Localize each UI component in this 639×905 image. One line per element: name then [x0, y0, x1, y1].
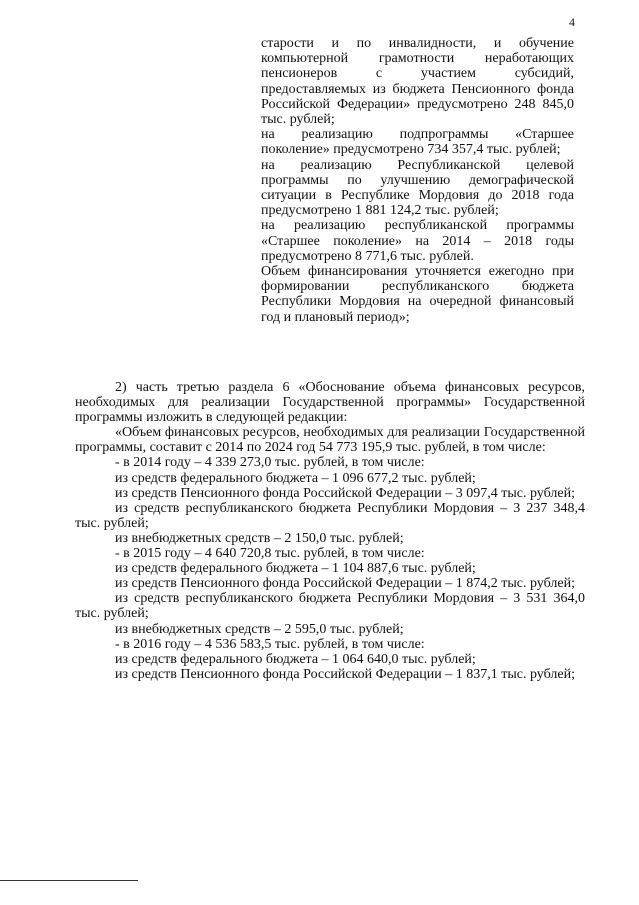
- main-paragraph: «Объем финансовых ресурсов, необходимых для реализации Государственной программы, составит с 2014 по 2024 год 54 773 195,9 тыс. рублей, в том числе:: [75, 425, 585, 456]
- main-paragraph: - в 2016 году – 4 536 583,5 тыс. рублей, в том числе:: [115, 636, 425, 652]
- main-paragraph: из средств Пенсионного фонда Российской Федерации – 1 874,2 тыс. рублей;: [115, 576, 575, 592]
- main-paragraph: из средств федерального бюджета – 1 096 677,2 тыс. рублей;: [115, 470, 476, 486]
- main-paragraph: - в 2014 году – 4 339 273,0 тыс. рублей, в том числе:: [115, 455, 425, 471]
- right-paragraph: на реализацию Республиканской целевой программы по улучшению демографической ситуации в Республике Мордовия до 2018 года предусмотрено 1 881 124,2 тыс. рублей;: [261, 157, 574, 219]
- main-paragraph: - в 2015 году – 4 640 720,8 тыс. рублей, в том числе:: [115, 546, 425, 562]
- right-paragraph: Объем финансирования уточняется ежегодно при формировании республиканского бюджета Республики Мордовия на очередной финансовый год и плановый период»;: [261, 264, 574, 325]
- main-paragraph: из средств Пенсионного фонда Российской Федерации – 3 097,4 тыс. рублей;: [115, 485, 575, 501]
- main-paragraph: из внебюджетных средств – 2 595,0 тыс. рублей;: [115, 621, 404, 637]
- main-paragraph: 2) часть третью раздела 6 «Обоснование объема финансовых ресурсов, необходимых для реализации Государственной программы» Государственной программы изложить в следующей редакции:: [75, 380, 585, 426]
- main-paragraph: из средств республиканского бюджета Республики Мордовия – 3 237 348,4 тыс. рублей;: [75, 500, 585, 531]
- right-paragraph: старости и по инвалидности, и обучение компьютерной грамотности неработающих пенсионеров с участием субсидий, предоставляемых из бюджета Пенсионного фонда Российской Федерации» предусмотрено 248 845,0 тыс. рублей;: [261, 36, 574, 128]
- right-column-text: [261, 36, 574, 325]
- main-paragraph: из средств республиканского бюджета Республики Мордовия – 3 531 364,0 тыс. рублей;: [75, 591, 585, 622]
- right-paragraph: на реализацию подпрограммы «Старшее поколение» предусмотрено 734 357,4 тыс. рублей;: [261, 127, 574, 158]
- main-text: [75, 380, 585, 682]
- main-paragraph: из внебюджетных средств – 2 150,0 тыс. рублей;: [115, 530, 404, 546]
- page-number: 4: [569, 15, 575, 29]
- main-paragraph: из средств федерального бюджета – 1 064 640,0 тыс. рублей;: [115, 651, 476, 667]
- footer-rule: [0, 880, 138, 881]
- main-paragraph: из средств Пенсионного фонда Российской Федерации – 1 837,1 тыс. рублей;: [115, 666, 575, 682]
- right-paragraph: на реализацию республиканской программы «Старшее поколение» на 2014 – 2018 годы предусмотрено 8 771,6 тыс. рублей.: [261, 218, 574, 264]
- main-paragraph: из средств федерального бюджета – 1 104 887,6 тыс. рублей;: [115, 561, 476, 577]
